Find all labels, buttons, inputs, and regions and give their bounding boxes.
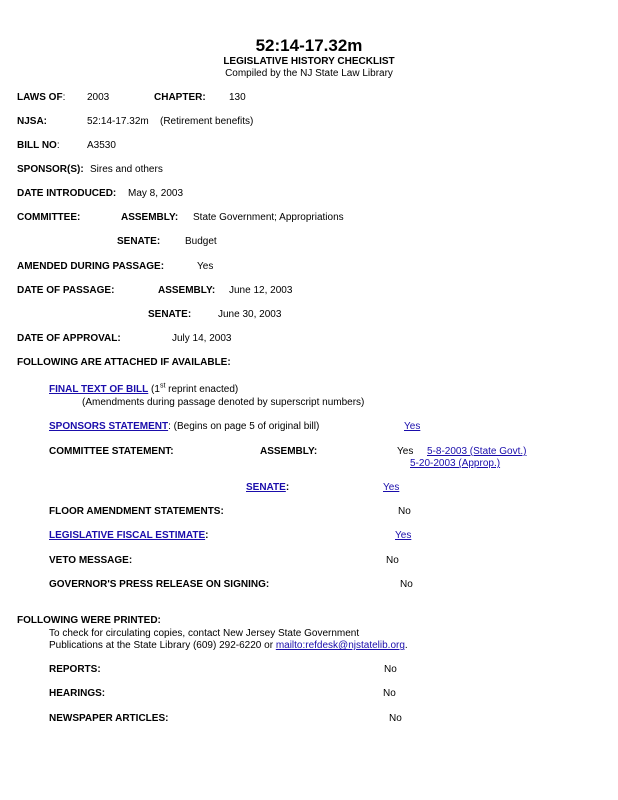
committee-senate-value: Budget [185, 236, 217, 247]
sponsors-statement-link[interactable]: SPONSORS STATEMENT [49, 421, 169, 432]
newspaper-label: NEWSPAPER ARTICLES: [49, 713, 169, 724]
chapter-label: CHAPTER: [154, 92, 206, 103]
page-subtitle: LEGISLATIVE HISTORY CHECKLIST [223, 56, 395, 67]
sponsors-label: SPONSOR(S): [17, 164, 84, 175]
passage-senate-value: June 30, 2003 [218, 309, 282, 320]
page-title: 52:14-17.32m [255, 36, 363, 55]
date-of-approval-label: DATE OF APPROVAL: [17, 333, 121, 344]
fiscal-estimate-line: LEGISLATIVE FISCAL ESTIMATE: [49, 530, 209, 541]
bill-no-label: BILL NO: [17, 140, 60, 151]
date-introduced-value: May 8, 2003 [128, 188, 184, 199]
reports-value: No [384, 664, 397, 675]
bill-no-value: A3530 [87, 140, 116, 151]
press-release-label: GOVERNOR'S PRESS RELEASE ON SIGNING: [49, 579, 270, 590]
laws-of-value: 2003 [87, 92, 110, 103]
committee-label: COMMITTEE: [17, 212, 81, 223]
newspaper-value: No [389, 713, 402, 724]
passage-assembly-label: ASSEMBLY: [158, 285, 216, 296]
amended-label: AMENDED DURING PASSAGE: [17, 261, 165, 272]
attached-heading: FOLLOWING ARE ATTACHED IF AVAILABLE: [17, 357, 231, 368]
refdesk-email-link[interactable]: mailto:refdesk@njstatelib.org [275, 640, 405, 651]
committee-statement-senate-yes-link[interactable]: Yes [383, 482, 400, 493]
committee-statement-senate-link[interactable]: SENATE [246, 482, 286, 493]
committee-senate-label: SENATE: [117, 236, 161, 247]
press-release-value: No [400, 579, 413, 590]
amended-value: Yes [197, 261, 214, 272]
chapter-value: 130 [229, 92, 246, 103]
date-of-passage-label: DATE OF PASSAGE: [17, 285, 115, 296]
committee-assembly-value: State Government; Appropriations [193, 212, 344, 223]
veto-label: VETO MESSAGE: [49, 555, 133, 566]
sponsors-statement-yes-link[interactable]: Yes [404, 421, 421, 432]
printed-note-2: Publications at the State Library (609) 292-6220 or mailto:refdesk@njstatelib.org. [49, 640, 408, 651]
laws-of-label: LAWS OF: [17, 92, 66, 103]
njsa-note: (Retirement benefits) [160, 116, 254, 127]
floor-amendment-value: No [398, 506, 411, 517]
floor-amendment-label: FLOOR AMENDMENT STATEMENTS: [49, 506, 224, 517]
sponsors-value: Sires and others [90, 164, 163, 175]
passage-senate-label: SENATE: [148, 309, 192, 320]
passage-assembly-value: June 12, 2003 [229, 285, 293, 296]
final-text-note: (Amendments during passage denoted by superscript numbers) [82, 397, 365, 408]
njsa-value: 52:14-17.32m [87, 116, 149, 127]
committee-statement-assembly-value: Yes [397, 446, 414, 457]
fiscal-estimate-yes-link[interactable]: Yes [395, 530, 412, 541]
reports-label: REPORTS: [49, 664, 101, 675]
committee-statement-assembly-label: ASSEMBLY: [260, 446, 318, 457]
final-text-link[interactable]: FINAL TEXT OF BILL [49, 384, 149, 395]
committee-assembly-label: ASSEMBLY: [121, 212, 179, 223]
committee-statement-link-approp[interactable]: 5-20-2003 (Approp.) [410, 458, 501, 469]
fiscal-estimate-link[interactable]: LEGISLATIVE FISCAL ESTIMATE [49, 530, 206, 541]
final-text-line: FINAL TEXT OF BILL (1st reprint enacted) [49, 382, 239, 395]
date-of-approval-value: July 14, 2003 [172, 333, 232, 344]
hearings-value: No [383, 688, 396, 699]
committee-statement-label: COMMITTEE STATEMENT: [49, 446, 174, 457]
committee-statement-link-state-govt[interactable]: 5-8-2003 (State Govt.) [427, 446, 527, 457]
njsa-label: NJSA: [17, 116, 48, 127]
committee-statement-senate-line: SENATE: [246, 482, 290, 493]
compiled-by: Compiled by the NJ State Law Library [225, 68, 393, 79]
veto-value: No [386, 555, 399, 566]
hearings-label: HEARINGS: [49, 688, 106, 699]
printed-note-1: To check for circulating copies, contact New Jersey State Government [49, 628, 360, 639]
sponsors-statement-line: SPONSORS STATEMENT: (Begins on page 5 of original bill) [49, 421, 320, 432]
date-introduced-label: DATE INTRODUCED: [17, 188, 117, 199]
printed-heading: FOLLOWING WERE PRINTED: [17, 615, 161, 626]
